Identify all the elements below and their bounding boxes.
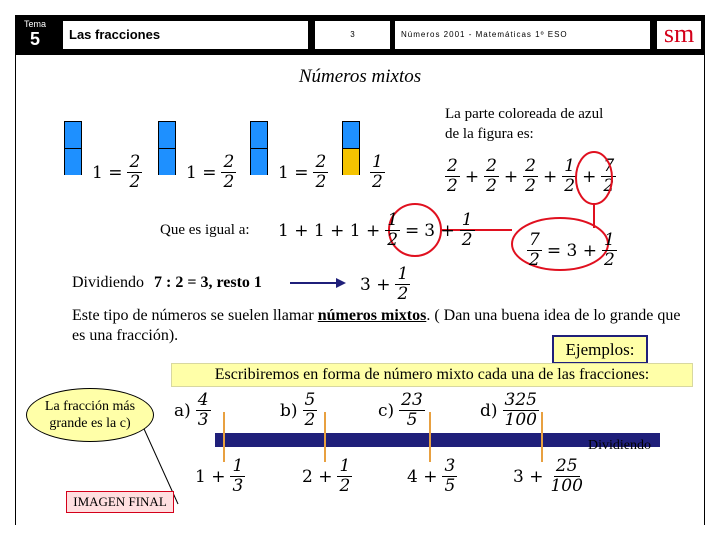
final-image-button[interactable]: IMAGEN FINAL xyxy=(66,491,174,513)
exercise-fraction xyxy=(378,392,425,429)
exercise-letter: b) xyxy=(280,400,298,421)
fraction: $\frac{25}{100}$ xyxy=(550,456,583,496)
fraction: $\frac{325}{100}$ xyxy=(504,390,537,430)
divide-result: 3 + $\frac{1}{2}$ xyxy=(360,264,409,304)
speech-bubble xyxy=(26,388,154,442)
fraction: $\frac{1}{2}$ xyxy=(339,456,351,496)
speech-text: La fracción más grande es la c) xyxy=(44,399,136,431)
red-circle-total xyxy=(576,152,612,204)
arrow-head xyxy=(336,278,346,288)
fraction: $\frac{4}{3}$ xyxy=(197,390,209,430)
fraction: $\frac{2}{2}$ xyxy=(315,152,327,192)
equal-label: Que es igual a: xyxy=(160,222,250,238)
fraction: $\frac{5}{2}$ xyxy=(304,390,316,430)
fraction: $\frac{1}{3}$ xyxy=(232,456,244,496)
book-title: Números 2001 - Matemáticas 1º ESO xyxy=(395,21,650,49)
fraction: $\frac{1}{2}$ xyxy=(461,210,473,250)
fraction: $\frac{7}{2}$ xyxy=(529,230,540,270)
chapter-title: Las fracciones xyxy=(63,21,308,49)
bar-equation: 1 = $\frac{2}{2}$ xyxy=(278,152,327,192)
page-number: 3 xyxy=(315,21,390,49)
divide-line xyxy=(72,274,262,292)
exercise-fraction xyxy=(480,392,539,429)
fraction: $\frac{2}{2}$ xyxy=(223,152,235,192)
mixed-result: 3 + $\frac{25}{100}$ xyxy=(513,456,583,496)
examples-button[interactable]: Ejemplos: xyxy=(552,335,648,364)
fraction: $\frac{1}{2}$ xyxy=(387,210,399,250)
exercise-letter: a) xyxy=(174,400,191,421)
callout-text: La parte coloreada de azul de la figura es: xyxy=(445,106,604,142)
divide-label: Dividiendo xyxy=(72,274,144,291)
page-title: Números mixtos xyxy=(298,66,422,87)
circle-equation: $\frac{7}{2}$ = 3 + $\frac{1}{2}$ xyxy=(529,230,615,270)
sum-expression: $\frac{2}{2}$ + $\frac{2}{2}$ + $\frac{2}{2}$ + $\frac{1}{2}$ + $\frac{7}{2}$ xyxy=(447,156,615,196)
tema-label: Tema xyxy=(23,19,46,29)
fraction: $\frac{2}{2}$ xyxy=(129,152,141,192)
exercise-fraction xyxy=(174,392,211,429)
fraction: $\frac{1}{2}$ xyxy=(372,152,383,192)
equal-expression: 1 + 1 + 1 + $\frac{1}{2}$ = 3 + $\frac{1}{2}$ xyxy=(278,210,473,250)
publisher-logo: sm xyxy=(657,21,701,49)
mixed-result: 4 + $\frac{3}{5}$ xyxy=(407,456,456,496)
mixed-result: 2 + $\frac{1}{2}$ xyxy=(302,456,351,496)
fraction: $\frac{1}{2}$ xyxy=(397,264,409,304)
exercise-letter: d) xyxy=(480,400,498,421)
exercise-fraction xyxy=(280,392,317,429)
bar-equation: 1 = $\frac{2}{2}$ xyxy=(92,152,141,192)
divide-expression: 7 : 2 = 3, resto 1 xyxy=(154,274,262,291)
fraction: $\frac{3}{5}$ xyxy=(444,456,456,496)
fraction: $\frac{23}{5}$ xyxy=(401,390,423,430)
tema-number: 5 xyxy=(29,29,40,49)
mixed-result: 1 + $\frac{1}{3}$ xyxy=(195,456,244,496)
fraction: $\frac{2}{2}$ xyxy=(486,156,497,196)
fraction: $\frac{1}{2}$ xyxy=(603,230,615,270)
examples-intro: Escribiremos en forma de número mixto cada una de las fracciones: xyxy=(172,364,692,386)
explanation-paragraph: Este tipo de números se suelen llamar números mixtos. ( Dan una buena idea de lo grande que es una fracción). xyxy=(72,307,681,344)
exercise-letter: c) xyxy=(378,400,395,421)
dividing-label: Dividiendo xyxy=(588,438,651,453)
fraction: $\frac{1}{2}$ xyxy=(564,156,576,196)
fraction: $\frac{2}{2}$ xyxy=(525,156,536,196)
fraction-total: $\frac{7}{2}$ xyxy=(603,156,615,196)
fraction: $\frac{2}{2}$ xyxy=(447,156,458,196)
bar-equation: 1 = $\frac{2}{2}$ xyxy=(186,152,235,192)
